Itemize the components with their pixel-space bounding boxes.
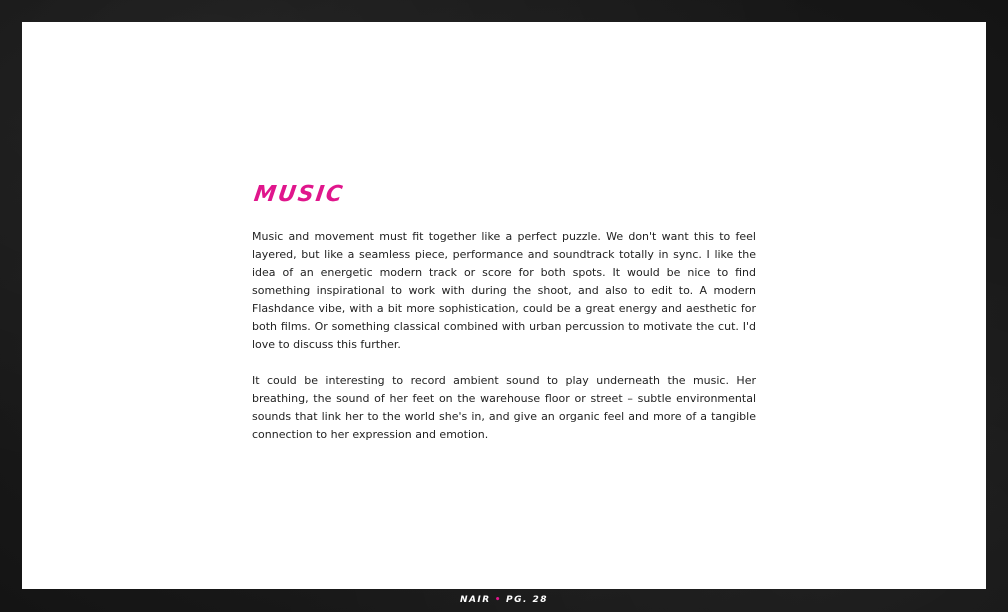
footer-name: NAIR	[459, 595, 491, 605]
body-paragraph-2: It could be interesting to record ambient sound to play underneath the music. Her breathing, the sound of her feet on the warehouse floor or street – subtle environmental sounds that link her to the world she's in, and give an organic feel and more of a tangible connection to her expression and emotion.	[252, 374, 756, 441]
section-heading: MUSIC	[252, 182, 346, 207]
music-section	[252, 180, 756, 444]
body-paragraph-1: Music and movement must fit together like a perfect puzzle. We don't want this to feel layered, but like a seamless piece, performance and soundtrack totally in sync. I like the idea of an energetic modern track or score for both spots. It would be nice to find something inspirational to work with during the shoot, and also to edit to. A modern Flashdance vibe, with a bit more sophistication, could be a great energy and aesthetic for both films. Or something classical combined with urban percussion to motivate the cut. I'd love to discuss this further.	[252, 230, 756, 351]
footer-page-number: PG. 28	[505, 595, 549, 605]
footer-separator: •	[494, 595, 502, 605]
document-page	[22, 22, 986, 589]
page-footer	[0, 592, 1008, 608]
